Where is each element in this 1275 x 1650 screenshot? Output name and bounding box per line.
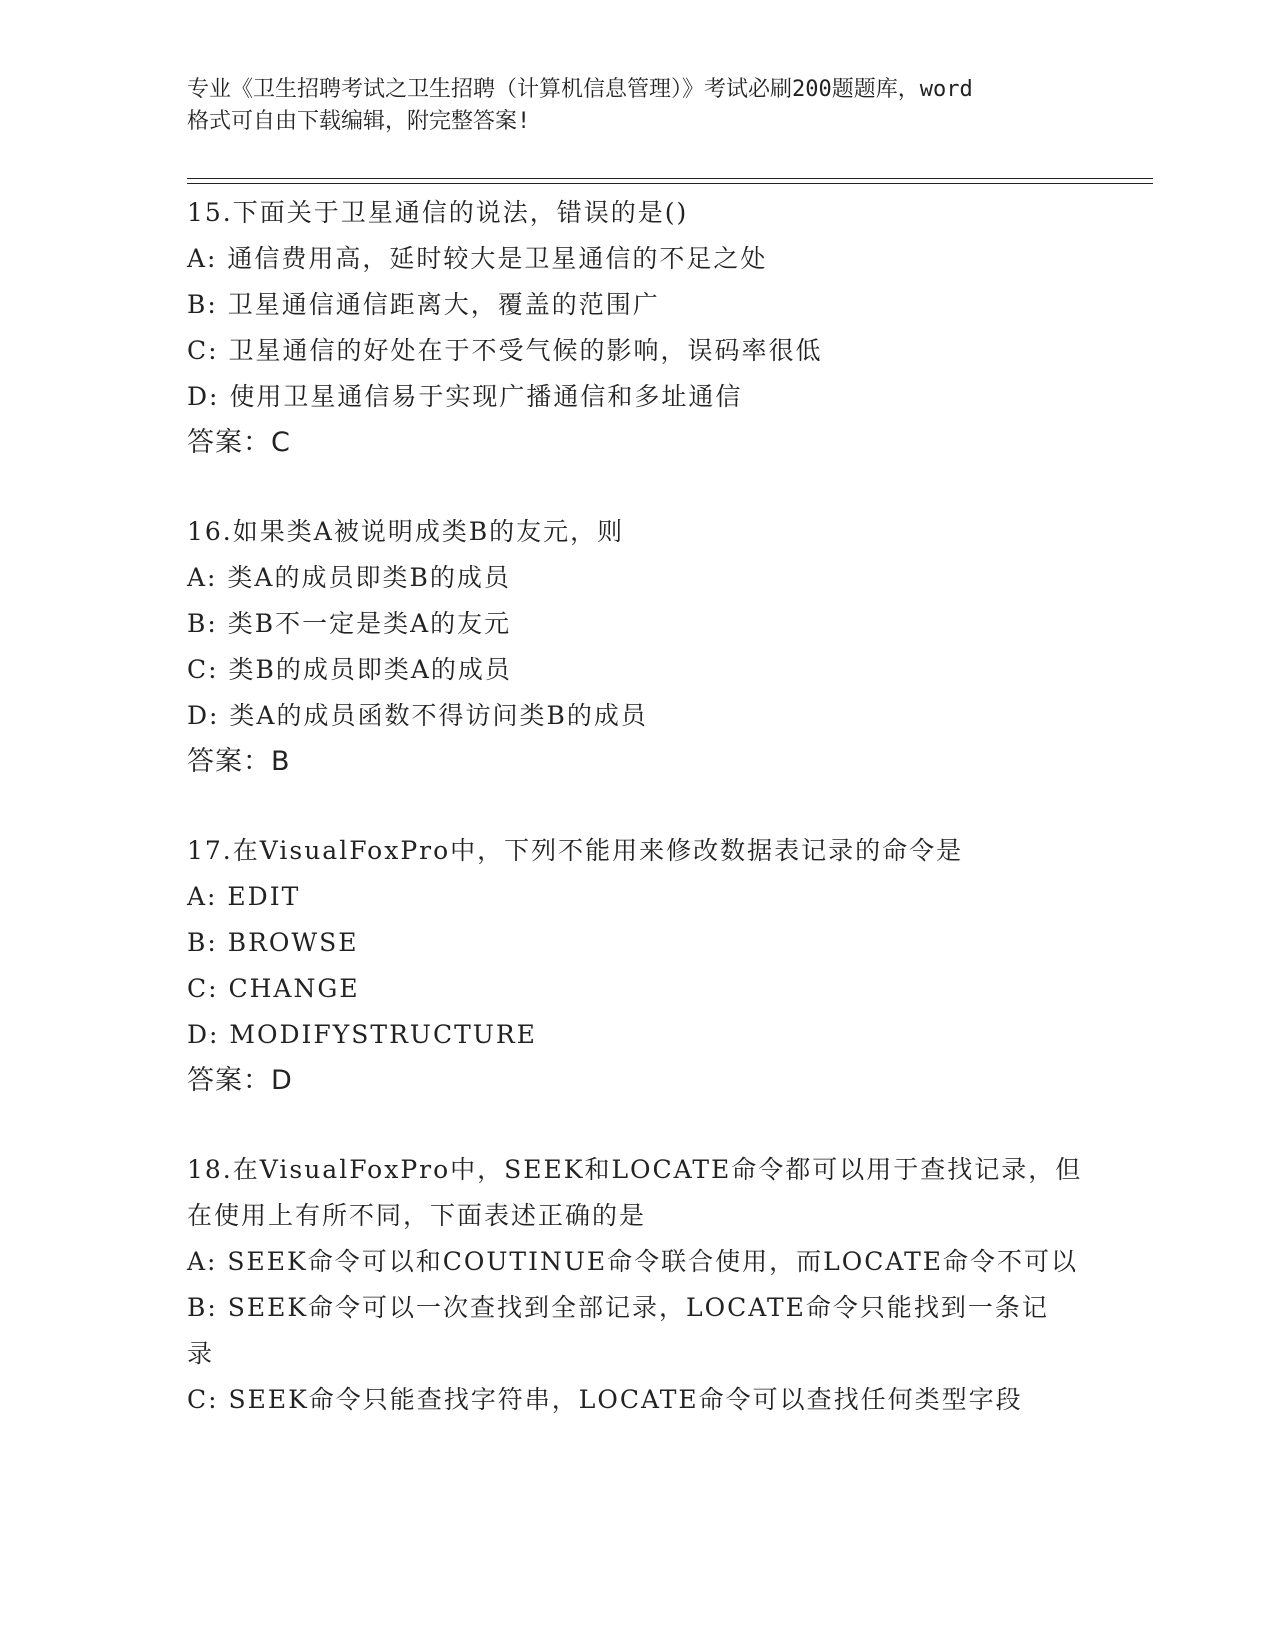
question-16 bbox=[187, 509, 1087, 785]
option-d: D: MODIFYSTRUCTURE bbox=[187, 1020, 537, 1049]
header-divider-bottom bbox=[187, 183, 1153, 184]
answer-text: 答案：C bbox=[187, 427, 291, 458]
option-b: B: 卫星通信通信距离大，覆盖的范围广 bbox=[187, 290, 660, 319]
question-list bbox=[187, 190, 1087, 1466]
question-stem: 15.下面关于卫星通信的说法，错误的是() bbox=[187, 198, 689, 227]
option-b: B: BROWSE bbox=[187, 928, 359, 957]
option-a: A: SEEK命令可以和COUTINUE命令联合使用，而LOCATE命令不可以 bbox=[187, 1247, 1079, 1276]
question-17 bbox=[187, 828, 1087, 1104]
question-stem-line-2: 在使用上有所不同，下面表述正确的是 bbox=[187, 1201, 647, 1230]
option-b-continued: 录 bbox=[187, 1339, 215, 1368]
question-stem: 17.在VisualFoxPro中，下列不能用来修改数据表记录的命令是 bbox=[187, 836, 964, 865]
header-line-2: 格式可自由下载编辑，附完整答案! bbox=[187, 109, 531, 134]
option-c: C: 卫星通信的好处在于不受气候的影响，误码率很低 bbox=[187, 336, 823, 365]
option-a: A: 通信费用高，延时较大是卫星通信的不足之处 bbox=[187, 244, 768, 273]
question-15 bbox=[187, 190, 1087, 466]
answer-text: 答案：B bbox=[187, 746, 291, 777]
header-divider-top bbox=[187, 178, 1153, 179]
option-a: A: EDIT bbox=[187, 882, 301, 911]
header-line-1: 专业《卫生招聘考试之卫生招聘（计算机信息管理）》考试必刷200题题库，word bbox=[187, 77, 973, 102]
option-b: B: SEEK命令可以一次查找到全部记录，LOCATE命令只能找到一条记 bbox=[187, 1293, 1049, 1322]
answer-text: 答案：D bbox=[187, 1065, 293, 1096]
question-18 bbox=[187, 1147, 1087, 1423]
question-stem: 16.如果类A被说明成类B的友元，则 bbox=[187, 517, 625, 546]
option-c: C: CHANGE bbox=[187, 974, 360, 1003]
option-a: A: 类A的成员即类B的成员 bbox=[187, 563, 511, 592]
option-d: D: 使用卫星通信易于实现广播通信和多址通信 bbox=[187, 382, 743, 411]
option-c: C: SEEK命令只能查找字符串，LOCATE命令可以查找任何类型字段 bbox=[187, 1385, 1023, 1414]
option-c: C: 类B的成员即类A的成员 bbox=[187, 655, 512, 684]
question-stem-line-1: 18.在VisualFoxPro中，SEEK和LOCATE命令都可以用于查找记录，但 bbox=[187, 1155, 1083, 1184]
document-header bbox=[187, 74, 1087, 138]
option-b: B: 类B不一定是类A的友元 bbox=[187, 609, 512, 638]
option-d: D: 类A的成员函数不得访问类B的成员 bbox=[187, 701, 648, 730]
